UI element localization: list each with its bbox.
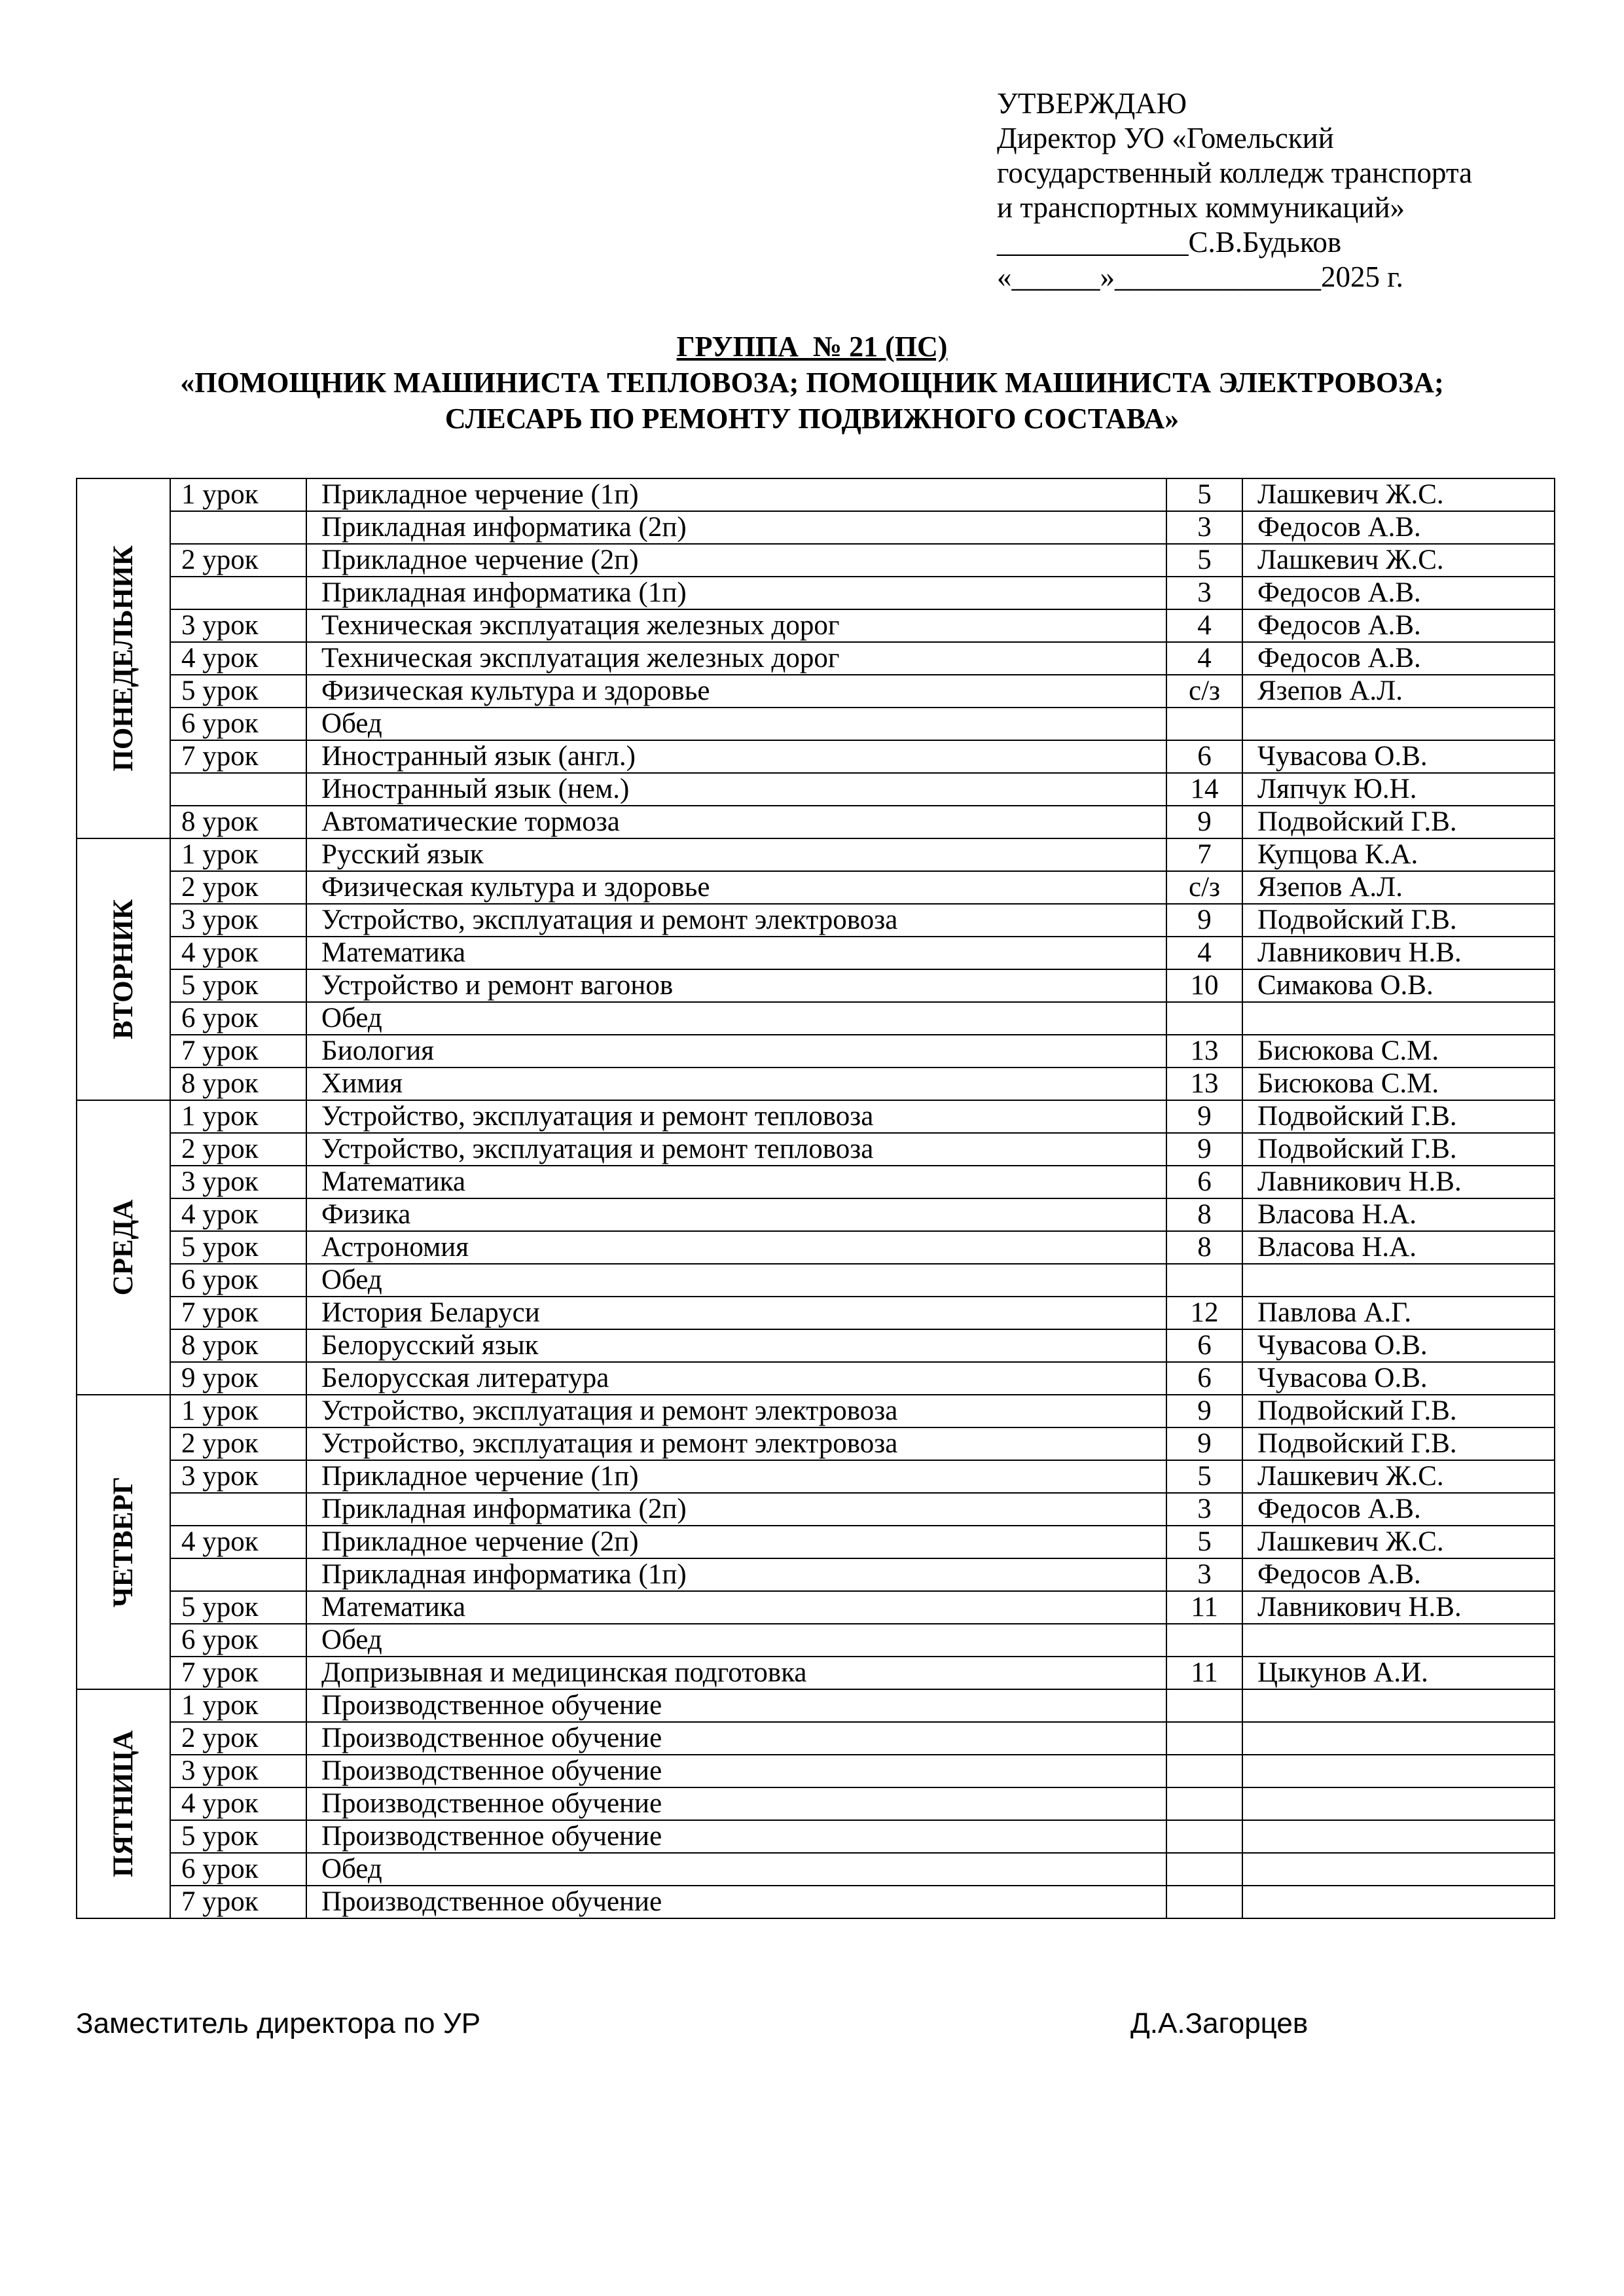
- subject: Физика: [306, 1198, 1166, 1231]
- lesson-number: 5 урок: [170, 1820, 306, 1853]
- day-label: СРЕДА: [107, 1199, 139, 1296]
- footer-position: Заместитель директора по УР: [76, 2007, 481, 2039]
- subject: Обед: [306, 1853, 1166, 1886]
- document-title: [39, 329, 1585, 437]
- teacher-name: [1242, 1722, 1555, 1755]
- room-number: 5: [1166, 544, 1242, 577]
- table-row: [77, 773, 1555, 806]
- room-number: 9: [1166, 1133, 1242, 1166]
- room-number: 4: [1166, 609, 1242, 642]
- lesson-number: 3 урок: [170, 609, 306, 642]
- subject: Техническая эксплуатация железных дорог: [306, 642, 1166, 675]
- subject: Прикладное черчение (2п): [306, 544, 1166, 577]
- room-number: 9: [1166, 1100, 1242, 1133]
- subject: Производственное обучение: [306, 1787, 1166, 1820]
- subject: Устройство, эксплуатация и ремонт тепловоза: [306, 1133, 1166, 1166]
- table-row: [77, 1755, 1555, 1787]
- subject: Обед: [306, 1264, 1166, 1297]
- room-number: 7: [1166, 838, 1242, 871]
- teacher-name: Подвойский Г.В.: [1242, 1100, 1555, 1133]
- table-row: [77, 1395, 1555, 1427]
- room-number: 8: [1166, 1231, 1242, 1264]
- subject: Устройство, эксплуатация и ремонт электровоза: [306, 904, 1166, 937]
- lesson-number: [170, 511, 306, 544]
- room-number: [1166, 1264, 1242, 1297]
- lesson-number: 1 урок: [170, 478, 306, 511]
- lesson-number: 8 урок: [170, 1067, 306, 1100]
- teacher-name: Цыкунов А.И.: [1242, 1657, 1555, 1689]
- teacher-name: Федосов А.В.: [1242, 1493, 1555, 1526]
- approval-signature-line: _____________С.В.Будьков: [997, 226, 1342, 259]
- table-row: [77, 1002, 1555, 1035]
- teacher-name: [1242, 1886, 1555, 1918]
- lesson-number: 8 урок: [170, 1329, 306, 1362]
- teacher-name: Язепов А.Л.: [1242, 675, 1555, 708]
- schedule-table: [76, 478, 1555, 1919]
- subject: Русский язык: [306, 838, 1166, 871]
- lesson-number: 6 урок: [170, 708, 306, 740]
- table-row: [77, 1657, 1555, 1689]
- room-number: 5: [1166, 1526, 1242, 1558]
- lesson-number: 7 урок: [170, 1886, 306, 1918]
- subject: Обед: [306, 1002, 1166, 1035]
- teacher-name: [1242, 1624, 1555, 1657]
- room-number: 3: [1166, 577, 1242, 609]
- room-number: 3: [1166, 1558, 1242, 1591]
- subject: Физическая культура и здоровье: [306, 675, 1166, 708]
- teacher-name: Купцова К.А.: [1242, 838, 1555, 871]
- subject: Астрономия: [306, 1231, 1166, 1264]
- room-number: [1166, 1820, 1242, 1853]
- table-row: [77, 1231, 1555, 1264]
- lesson-number: 4 урок: [170, 1198, 306, 1231]
- table-row: [77, 1035, 1555, 1067]
- table-row: [77, 1264, 1555, 1297]
- subject: История Беларуси: [306, 1297, 1166, 1329]
- subject: Химия: [306, 1067, 1166, 1100]
- teacher-name: [1242, 708, 1555, 740]
- teacher-name: Федосов А.В.: [1242, 642, 1555, 675]
- table-row: [77, 1820, 1555, 1853]
- table-row: [77, 1329, 1555, 1362]
- approval-block: [997, 86, 1586, 295]
- lesson-number: 8 урок: [170, 806, 306, 838]
- room-number: [1166, 1002, 1242, 1035]
- room-number: 3: [1166, 511, 1242, 544]
- room-number: 5: [1166, 478, 1242, 511]
- teacher-name: [1242, 1787, 1555, 1820]
- subject: Техническая эксплуатация железных дорог: [306, 609, 1166, 642]
- table-row: [77, 642, 1555, 675]
- teacher-name: Язепов А.Л.: [1242, 871, 1555, 904]
- group-heading: ГРУППА № 21 (ПС): [676, 331, 948, 363]
- day-cell: [77, 478, 170, 838]
- room-number: [1166, 1689, 1242, 1722]
- subject: Устройство, эксплуатация и ремонт тепловоза: [306, 1100, 1166, 1133]
- day-label: ПОНЕДЕЛЬНИК: [107, 545, 139, 772]
- table-row: [77, 1591, 1555, 1624]
- room-number: 13: [1166, 1067, 1242, 1100]
- subject: Производственное обучение: [306, 1755, 1166, 1787]
- room-number: 6: [1166, 740, 1242, 773]
- footer-signatory: Д.А.Загорцев: [1130, 2007, 1308, 2039]
- table-row: [77, 838, 1555, 871]
- day-cell: [77, 1689, 170, 1918]
- teacher-name: Федосов А.В.: [1242, 577, 1555, 609]
- teacher-name: Подвойский Г.В.: [1242, 806, 1555, 838]
- lesson-number: 6 урок: [170, 1853, 306, 1886]
- lesson-number: 1 урок: [170, 1100, 306, 1133]
- day-label: ЧЕТВЕРГ: [107, 1477, 139, 1607]
- lesson-number: 2 урок: [170, 544, 306, 577]
- room-number: 11: [1166, 1657, 1242, 1689]
- table-row: [77, 904, 1555, 937]
- teacher-name: Ляпчук Ю.Н.: [1242, 773, 1555, 806]
- table-row: [77, 1722, 1555, 1755]
- table-row: [77, 1526, 1555, 1558]
- teacher-name: Павлова А.Г.: [1242, 1297, 1555, 1329]
- room-number: 6: [1166, 1329, 1242, 1362]
- lesson-number: 4 урок: [170, 1526, 306, 1558]
- table-row: [77, 1460, 1555, 1493]
- table-row: [77, 1493, 1555, 1526]
- profession-line-1: «ПОМОЩНИК МАШИНИСТА ТЕПЛОВОЗА; ПОМОЩНИК МАШИНИСТА ЭЛЕКТРОВОЗА;: [180, 367, 1444, 399]
- subject: Математика: [306, 937, 1166, 969]
- table-row: [77, 1166, 1555, 1198]
- lesson-number: 1 урок: [170, 1689, 306, 1722]
- lesson-number: 4 урок: [170, 937, 306, 969]
- day-cell: [77, 838, 170, 1100]
- subject: Белорусский язык: [306, 1329, 1166, 1362]
- room-number: 6: [1166, 1166, 1242, 1198]
- room-number: 4: [1166, 642, 1242, 675]
- room-number: 9: [1166, 806, 1242, 838]
- subject: Производственное обучение: [306, 1689, 1166, 1722]
- room-number: с/з: [1166, 675, 1242, 708]
- table-row: [77, 1624, 1555, 1657]
- teacher-name: Чувасова О.В.: [1242, 1329, 1555, 1362]
- table-row: [77, 544, 1555, 577]
- teacher-name: Федосов А.В.: [1242, 609, 1555, 642]
- teacher-name: Бисюкова С.М.: [1242, 1067, 1555, 1100]
- day-cell: [77, 1395, 170, 1689]
- approval-org-line-2: и транспортных коммуникаций»: [997, 191, 1405, 224]
- lesson-number: [170, 1558, 306, 1591]
- table-row: [77, 675, 1555, 708]
- table-row: [77, 806, 1555, 838]
- day-cell: [77, 1100, 170, 1395]
- subject: Производственное обучение: [306, 1820, 1166, 1853]
- subject: Математика: [306, 1166, 1166, 1198]
- table-row: [77, 937, 1555, 969]
- lesson-number: 7 урок: [170, 1035, 306, 1067]
- lesson-number: [170, 1493, 306, 1526]
- table-row: [77, 478, 1555, 511]
- subject: Прикладное черчение (1п): [306, 478, 1166, 511]
- teacher-name: Федосов А.В.: [1242, 1558, 1555, 1591]
- teacher-name: Лавникович Н.В.: [1242, 937, 1555, 969]
- table-row: [77, 1362, 1555, 1395]
- subject: Допризывная и медицинская подготовка: [306, 1657, 1166, 1689]
- subject: Устройство, эксплуатация и ремонт электровоза: [306, 1427, 1166, 1460]
- table-row: [77, 1853, 1555, 1886]
- approval-heading: УТВЕРЖДАЮ: [997, 87, 1187, 120]
- lesson-number: 6 урок: [170, 1002, 306, 1035]
- lesson-number: 5 урок: [170, 1591, 306, 1624]
- subject: Устройство, эксплуатация и ремонт электровоза: [306, 1395, 1166, 1427]
- subject: Математика: [306, 1591, 1166, 1624]
- room-number: [1166, 1886, 1242, 1918]
- table-row: [77, 1133, 1555, 1166]
- lesson-number: 3 урок: [170, 1460, 306, 1493]
- lesson-number: 9 урок: [170, 1362, 306, 1395]
- room-number: 8: [1166, 1198, 1242, 1231]
- table-row: [77, 740, 1555, 773]
- lesson-number: 2 урок: [170, 871, 306, 904]
- lesson-number: 6 урок: [170, 1624, 306, 1657]
- subject: Иностранный язык (англ.): [306, 740, 1166, 773]
- room-number: 9: [1166, 1427, 1242, 1460]
- room-number: [1166, 708, 1242, 740]
- teacher-name: Бисюкова С.М.: [1242, 1035, 1555, 1067]
- lesson-number: 7 урок: [170, 1657, 306, 1689]
- subject: Устройство и ремонт вагонов: [306, 969, 1166, 1002]
- teacher-name: Симакова О.В.: [1242, 969, 1555, 1002]
- room-number: 10: [1166, 969, 1242, 1002]
- teacher-name: Подвойский Г.В.: [1242, 1395, 1555, 1427]
- teacher-name: [1242, 1689, 1555, 1722]
- subject: Физическая культура и здоровье: [306, 871, 1166, 904]
- table-row: [77, 1886, 1555, 1918]
- teacher-name: Чувасова О.В.: [1242, 1362, 1555, 1395]
- teacher-name: [1242, 1002, 1555, 1035]
- teacher-name: Лавникович Н.В.: [1242, 1166, 1555, 1198]
- table-row: [77, 1297, 1555, 1329]
- table-row: [77, 969, 1555, 1002]
- teacher-name: Лашкевич Ж.С.: [1242, 478, 1555, 511]
- table-row: [77, 1100, 1555, 1133]
- day-label: ПЯТНИЦА: [107, 1730, 139, 1878]
- subject: Иностранный язык (нем.): [306, 773, 1166, 806]
- table-row: [77, 1558, 1555, 1591]
- room-number: 4: [1166, 937, 1242, 969]
- lesson-number: 3 урок: [170, 1755, 306, 1787]
- subject: Белорусская литература: [306, 1362, 1166, 1395]
- subject: Прикладная информатика (2п): [306, 511, 1166, 544]
- table-row: [77, 1427, 1555, 1460]
- subject: Прикладное черчение (2п): [306, 1526, 1166, 1558]
- room-number: 9: [1166, 1395, 1242, 1427]
- lesson-number: 4 урок: [170, 642, 306, 675]
- approval-date-line: «______»______________2025 г.: [997, 260, 1403, 293]
- subject: Прикладная информатика (2п): [306, 1493, 1166, 1526]
- room-number: 9: [1166, 904, 1242, 937]
- teacher-name: Подвойский Г.В.: [1242, 904, 1555, 937]
- room-number: 11: [1166, 1591, 1242, 1624]
- room-number: 6: [1166, 1362, 1242, 1395]
- lesson-number: 7 урок: [170, 740, 306, 773]
- lesson-number: [170, 773, 306, 806]
- teacher-name: Федосов А.В.: [1242, 511, 1555, 544]
- subject: Обед: [306, 708, 1166, 740]
- subject: Прикладная информатика (1п): [306, 1558, 1166, 1591]
- room-number: 13: [1166, 1035, 1242, 1067]
- teacher-name: Власова Н.А.: [1242, 1198, 1555, 1231]
- approval-org-line: государственный колледж транспорта: [997, 156, 1473, 189]
- room-number: 5: [1166, 1460, 1242, 1493]
- room-number: 3: [1166, 1493, 1242, 1526]
- lesson-number: 4 урок: [170, 1787, 306, 1820]
- lesson-number: 6 урок: [170, 1264, 306, 1297]
- teacher-name: [1242, 1264, 1555, 1297]
- room-number: [1166, 1787, 1242, 1820]
- subject: Производственное обучение: [306, 1886, 1166, 1918]
- table-row: [77, 1198, 1555, 1231]
- subject: Обед: [306, 1624, 1166, 1657]
- room-number: [1166, 1853, 1242, 1886]
- table-row: [77, 871, 1555, 904]
- table-row: [77, 577, 1555, 609]
- lesson-number: 2 урок: [170, 1722, 306, 1755]
- room-number: 12: [1166, 1297, 1242, 1329]
- subject: Автоматические тормоза: [306, 806, 1166, 838]
- table-row: [77, 609, 1555, 642]
- teacher-name: Лашкевич Ж.С.: [1242, 1460, 1555, 1493]
- teacher-name: Подвойский Г.В.: [1242, 1427, 1555, 1460]
- table-row: [77, 1067, 1555, 1100]
- lesson-number: 3 урок: [170, 904, 306, 937]
- lesson-number: 1 урок: [170, 838, 306, 871]
- table-row: [77, 511, 1555, 544]
- teacher-name: Подвойский Г.В.: [1242, 1133, 1555, 1166]
- teacher-name: Лашкевич Ж.С.: [1242, 1526, 1555, 1558]
- approval-position-line: Директор УО «Гомельский: [997, 122, 1334, 154]
- subject: Прикладное черчение (1п): [306, 1460, 1166, 1493]
- day-label: ВТОРНИК: [107, 899, 139, 1040]
- lesson-number: 5 урок: [170, 969, 306, 1002]
- lesson-number: [170, 577, 306, 609]
- teacher-name: [1242, 1755, 1555, 1787]
- room-number: 14: [1166, 773, 1242, 806]
- teacher-name: Лавникович Н.В.: [1242, 1591, 1555, 1624]
- room-number: с/з: [1166, 871, 1242, 904]
- teacher-name: Власова Н.А.: [1242, 1231, 1555, 1264]
- lesson-number: 7 урок: [170, 1297, 306, 1329]
- teacher-name: [1242, 1820, 1555, 1853]
- subject: Производственное обучение: [306, 1722, 1166, 1755]
- lesson-number: 2 урок: [170, 1133, 306, 1166]
- room-number: [1166, 1755, 1242, 1787]
- lesson-number: 1 урок: [170, 1395, 306, 1427]
- lesson-number: 2 урок: [170, 1427, 306, 1460]
- profession-line-2: СЛЕСАРЬ ПО РЕМОНТУ ПОДВИЖНОГО СОСТАВА»: [444, 403, 1180, 435]
- subject: Биология: [306, 1035, 1166, 1067]
- teacher-name: [1242, 1853, 1555, 1886]
- table-row: [77, 708, 1555, 740]
- room-number: [1166, 1624, 1242, 1657]
- room-number: [1166, 1722, 1242, 1755]
- table-row: [77, 1787, 1555, 1820]
- table-row: [77, 1689, 1555, 1722]
- subject: Прикладная информатика (1п): [306, 577, 1166, 609]
- teacher-name: Чувасова О.В.: [1242, 740, 1555, 773]
- lesson-number: 3 урок: [170, 1166, 306, 1198]
- lesson-number: 5 урок: [170, 1231, 306, 1264]
- teacher-name: Лашкевич Ж.С.: [1242, 544, 1555, 577]
- lesson-number: 5 урок: [170, 675, 306, 708]
